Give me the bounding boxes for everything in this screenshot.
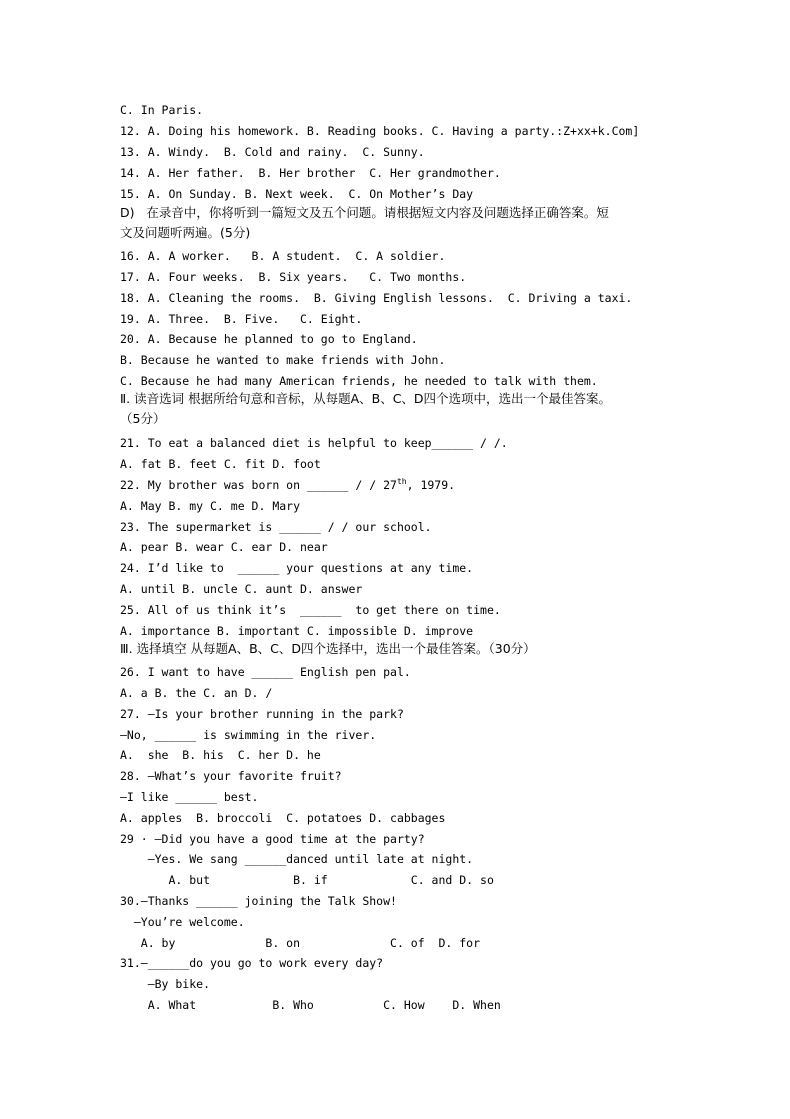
question-18: 18. A. Cleaning the rooms. B. Giving English lessons. C. Driving a taxi. <box>120 291 633 305</box>
question-12: 12. A. Doing his homework. B. Reading books. C. Having a party.:Z+xx+k.Com] <box>120 124 640 138</box>
section-d-instructions-cont: 文及问题听两遍。(5分) <box>120 225 251 240</box>
section-3-heading: Ⅲ. 选择填空 从每题A、B、C、D四个选择中，选出一个最佳答案。（30分） <box>120 641 536 656</box>
section-2-points: （5分） <box>120 411 166 426</box>
question-17: 17. A. Four weeks. B. Six years. C. Two months. <box>120 270 467 284</box>
dialogue-line: —Yes. We sang ______danced until late at night. <box>120 852 474 866</box>
question-31: 31.—______do you go to work every day? <box>120 956 384 970</box>
question-13: 13. A. Windy. B. Cold and rainy. C. Sunny. <box>120 145 425 159</box>
section-d-instructions: D) 在录音中，你将听到一篇短文及五个问题。请根据短文内容及问题选择正确答案。短 <box>120 205 609 220</box>
section-2-heading: Ⅱ. 读音选词 根据所给句意和音标，从每题A、B、C、D四个选项中，选出一个最佳答案。 <box>120 391 612 406</box>
option-line: A. What B. Who C. How D. When <box>120 998 501 1012</box>
ordinal-suffix: th <box>396 477 407 487</box>
text-line: C. In Paris. <box>120 103 204 117</box>
dialogue-line: —No, ______ is swimming in the river. <box>120 728 377 742</box>
question-30: 30.—Thanks ______ joining the Talk Show! <box>120 894 397 908</box>
option-line: A. a B. the C. an D. / <box>120 686 273 700</box>
option-line: A. pear B. wear C. ear D. near <box>120 540 328 554</box>
question-28: 28. —What’s your favorite fruit? <box>120 769 342 783</box>
option-line: C. Because he had many American friends, he needed to talk with them. <box>120 374 598 388</box>
dialogue-line: —By bike. <box>120 977 211 991</box>
option-line: A. importance B. important C. impossible D. improve <box>120 624 474 638</box>
question-14: 14. A. Her father. B. Her brother C. Her grandmother. <box>120 166 501 180</box>
question-24: 24. I’d like to ______ your questions at any time. <box>120 561 474 575</box>
question-25: 25. All of us think it’s ______ to get there on time. <box>120 603 501 617</box>
question-20: 20. A. Because he planned to go to England. <box>120 332 418 346</box>
question-15: 15. A. On Sunday. B. Next week. C. On Mother’s Day <box>120 187 474 201</box>
option-line: A. by B. on C. of D. for <box>120 936 481 950</box>
option-line: B. Because he wanted to make friends with John. <box>120 353 446 367</box>
question-26: 26. I want to have ______ English pen pal. <box>120 665 411 679</box>
dialogue-line: —You’re welcome. <box>120 915 245 929</box>
option-line: A. she B. his C. her D. he <box>120 748 321 762</box>
question-29: 29 · —Did you have a good time at the party? <box>120 832 425 846</box>
question-23: 23. The supermarket is ______ / / our school. <box>120 520 432 534</box>
question-22-text: 22. My brother was born on ______ / / 27 <box>120 478 397 492</box>
option-line: A. but B. if C. and D. so <box>120 873 494 887</box>
question-22 <box>120 478 455 493</box>
question-21: 21. To eat a balanced diet is helpful to keep______ / /. <box>120 436 508 450</box>
option-line: A. fat B. feet C. fit D. foot <box>120 457 321 471</box>
dialogue-line: —I like ______ best. <box>120 790 259 804</box>
option-line: A. until B. uncle C. aunt D. answer <box>120 582 363 596</box>
option-line: A. apples B. broccoli C. potatoes D. cabbages <box>120 811 446 825</box>
question-16: 16. A. A worker. B. A student. C. A soldier. <box>120 249 446 263</box>
question-19: 19. A. Three. B. Five. C. Eight. <box>120 312 363 326</box>
question-27: 27. —Is your brother running in the park? <box>120 707 404 721</box>
option-line: A. May B. my C. me D. Mary <box>120 499 301 513</box>
question-22-tail: , 1979. <box>406 478 456 492</box>
